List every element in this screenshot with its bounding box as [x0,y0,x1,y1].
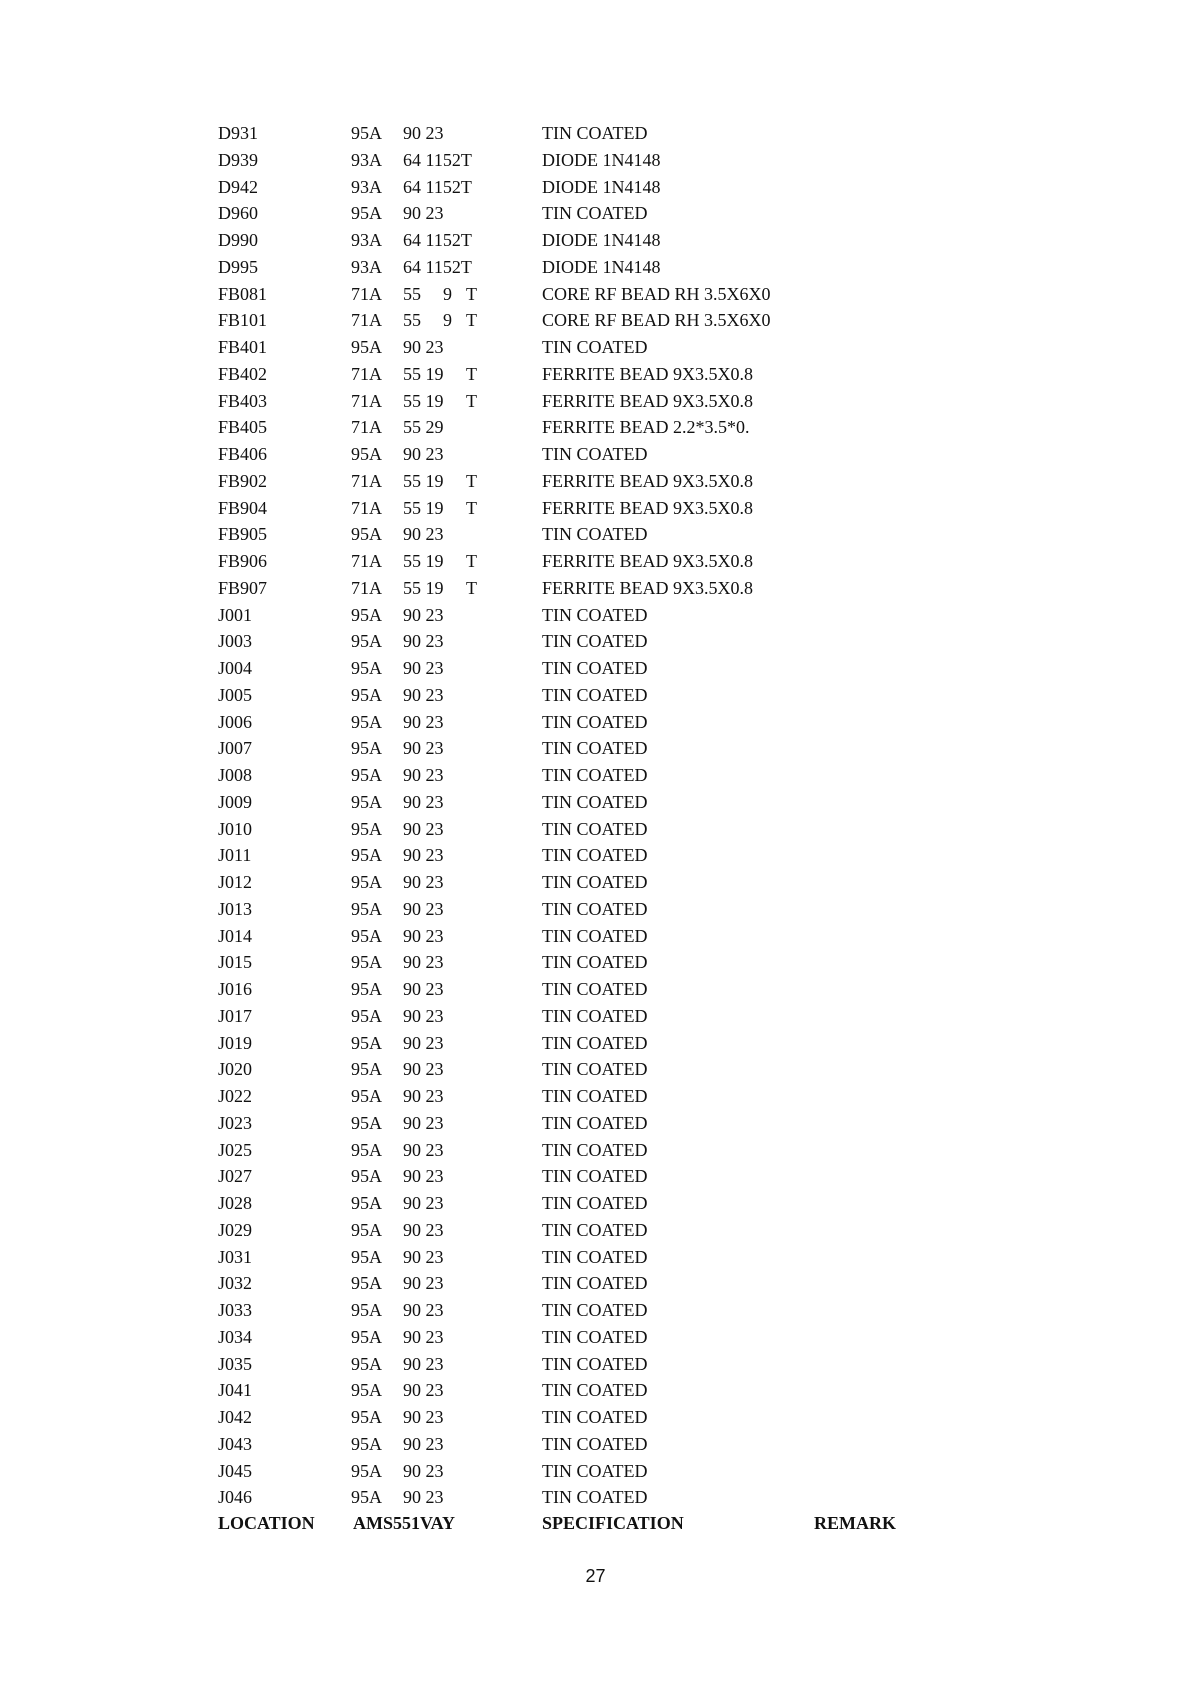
table-row [218,1085,918,1112]
cell-part-flag: T [466,470,477,491]
cell-part-number: 55 19 [403,497,444,518]
cell-location: FB081 [218,283,268,304]
cell-part-number: 90 23 [403,604,444,625]
cell-part-prefix: 71A [351,470,382,491]
cell-location: J043 [218,1433,253,1454]
cell-part-prefix: 95A [351,1112,382,1133]
header-remark: REMARK [814,1513,896,1533]
cell-part-number: 90 23 [403,1086,444,1106]
table-row [218,309,918,336]
cell-part-number: 90 23 [403,898,444,919]
cell-location: J041 [218,1380,253,1401]
table-row [218,684,918,711]
table-row [218,1058,918,1085]
cell-location: J031 [218,1246,253,1267]
cell-part-number: 90 23 [403,658,444,678]
cell-part-flag: T [466,283,477,304]
cell-part-number: 90 23 [403,738,444,759]
cell-part-prefix: 95A [351,765,382,785]
table-row [218,149,918,176]
cell-part-prefix: 95A [351,1273,382,1294]
cell-location: J016 [218,979,253,999]
cell-part-prefix: 95A [351,203,382,224]
table-row [218,711,918,738]
cell-location: J014 [218,925,253,946]
cell-location: J034 [218,1326,253,1347]
cell-specification: TIN COATED [542,1487,648,1508]
table-row [218,1299,918,1326]
cell-part-prefix: 95A [351,1086,382,1106]
header-specification: SPECIFICATION [542,1513,684,1533]
table-row [218,1326,918,1353]
cell-specification: FERRITE BEAD 2.2*3.5*0. [542,417,750,438]
cell-part-number: 55 19 [403,363,444,384]
cell-part-prefix: 95A [351,1193,382,1213]
cell-part-prefix: 95A [351,658,382,678]
cell-location: J042 [218,1407,253,1427]
cell-part-prefix: 95A [351,1380,382,1401]
cell-location: J013 [218,898,253,919]
cell-part-prefix: 71A [351,417,382,438]
cell-location: J023 [218,1112,253,1133]
cell-specification: TIN COATED [542,925,648,946]
cell-part-number: 90 23 [403,1139,444,1160]
cell-specification: TIN COATED [542,337,648,357]
cell-part-prefix: 95A [351,818,382,839]
cell-specification: TIN COATED [542,1460,648,1481]
table-row [218,122,918,149]
cell-location: J001 [218,604,253,625]
cell-part-prefix: 95A [351,1326,382,1347]
table-row [218,1406,918,1433]
table-row [218,577,918,604]
cell-specification: FERRITE BEAD 9X3.5X0.8 [542,551,753,571]
page-number: 27 [585,1566,606,1586]
cell-part-number: 90 23 [403,337,444,357]
cell-part-number: 64 1152T [403,176,472,197]
table-row [218,470,918,497]
cell-part-prefix: 95A [351,1246,382,1267]
table-row [218,871,918,898]
table-header-row [218,1512,938,1538]
cell-specification: CORE RF BEAD RH 3.5X6X0 [542,283,771,304]
cell-part-number: 90 23 [403,684,444,705]
table-row [218,1379,918,1406]
cell-part-number: 90 23 [403,1487,444,1508]
cell-part-number: 90 23 [403,1005,444,1026]
cell-part-number: 90 23 [403,925,444,946]
parts-table [218,122,918,1513]
cell-specification: TIN COATED [542,1219,648,1240]
cell-part-prefix: 95A [351,845,382,866]
cell-part-prefix: 95A [351,1407,382,1427]
cell-part-number: 90 23 [403,979,444,999]
cell-specification: TIN COATED [542,1112,648,1133]
table-row [218,256,918,283]
cell-specification: FERRITE BEAD 9X3.5X0.8 [542,390,753,411]
table-row [218,1433,918,1460]
cell-part-prefix: 95A [351,1487,382,1508]
cell-part-prefix: 95A [351,604,382,625]
cell-specification: TIN COATED [542,872,648,892]
table-row [218,898,918,925]
cell-specification: FERRITE BEAD 9X3.5X0.8 [542,363,753,384]
table-row [218,550,918,577]
cell-part-prefix: 71A [351,551,382,571]
table-row [218,1112,918,1139]
cell-part-number: 55 19 [403,577,444,598]
cell-part-prefix: 95A [351,979,382,999]
cell-location: D942 [218,176,258,197]
cell-part-prefix: 71A [351,577,382,598]
cell-location: J008 [218,765,253,785]
cell-part-prefix: 95A [351,1059,382,1080]
cell-specification: TIN COATED [542,1193,648,1213]
cell-specification: TIN COATED [542,1407,648,1427]
cell-location: J029 [218,1219,253,1240]
cell-part-prefix: 95A [351,684,382,705]
cell-location: FB907 [218,577,268,598]
cell-part-number: 90 23 [403,1326,444,1347]
cell-part-number: 64 1152T [403,149,472,170]
cell-part-suffix: 9 [443,310,452,331]
cell-location: J046 [218,1487,253,1508]
cell-location: FB401 [218,337,268,357]
cell-location: FB904 [218,497,268,518]
cell-specification: TIN COATED [542,1353,648,1374]
cell-specification: TIN COATED [542,818,648,839]
cell-part-prefix: 71A [351,390,382,411]
table-row [218,523,918,550]
table-row [218,764,918,791]
table-row [218,657,918,684]
cell-specification: TIN COATED [542,1246,648,1267]
cell-specification: TIN COATED [542,203,648,224]
table-row [218,1246,918,1273]
table-row [218,416,918,443]
cell-location: FB902 [218,470,268,491]
cell-specification: TIN COATED [542,1032,648,1053]
cell-specification: TIN COATED [542,738,648,759]
cell-part-flag: T [466,577,477,598]
cell-part-number: 90 23 [403,872,444,892]
cell-specification: TIN COATED [542,631,648,652]
cell-part-number: 90 23 [403,952,444,973]
table-row [218,229,918,256]
cell-part-suffix: 9 [443,283,452,304]
table-row [218,497,918,524]
cell-specification: DIODE 1N4148 [542,176,661,197]
cell-part-number: 90 23 [403,1032,444,1053]
cell-specification: DIODE 1N4148 [542,256,661,277]
cell-location: J006 [218,711,253,732]
cell-part-prefix: 95A [351,1353,382,1374]
table-row [218,390,918,417]
cell-location: J011 [218,845,252,866]
cell-part-number: 90 23 [403,1059,444,1080]
table-row [218,363,918,390]
cell-part-prefix: 95A [351,1166,382,1187]
cell-part-prefix: 95A [351,872,382,892]
table-row [218,1486,918,1513]
cell-location: J012 [218,872,253,892]
cell-part-number: 90 23 [403,711,444,732]
cell-part-prefix: 95A [351,791,382,812]
cell-location: D960 [218,203,258,224]
cell-part-flag: T [466,310,477,331]
cell-location: J045 [218,1460,253,1481]
table-row [218,1139,918,1166]
cell-part-number: 90 23 [403,1433,444,1454]
cell-part-prefix: 95A [351,123,382,143]
cell-specification: TIN COATED [542,1300,648,1320]
cell-specification: FERRITE BEAD 9X3.5X0.8 [542,577,753,598]
cell-part-prefix: 95A [351,1139,382,1160]
cell-specification: TIN COATED [542,1139,648,1160]
cell-location: J003 [218,631,253,652]
cell-location: FB406 [218,444,268,464]
cell-specification: DIODE 1N4148 [542,230,661,250]
table-row [218,844,918,871]
cell-part-number: 90 23 [403,845,444,866]
cell-specification: TIN COATED [542,791,648,812]
cell-location: D990 [218,230,258,250]
cell-part-prefix: 93A [351,176,382,197]
cell-location: J028 [218,1193,253,1213]
cell-part-number: 90 23 [403,1166,444,1187]
cell-part-prefix: 95A [351,524,382,545]
cell-location: FB906 [218,551,268,571]
cell-location: J017 [218,1005,253,1026]
cell-part-number: 90 23 [403,818,444,839]
cell-part-number: 90 23 [403,524,444,545]
cell-specification: TIN COATED [542,845,648,866]
cell-part-number: 90 23 [403,1407,444,1427]
cell-part-number: 90 23 [403,1112,444,1133]
table-row [218,1272,918,1299]
cell-location: D931 [218,123,258,143]
cell-specification: TIN COATED [542,604,648,625]
cell-part-number: 90 23 [403,1460,444,1481]
cell-part-number: 90 23 [403,791,444,812]
table-row [218,818,918,845]
table-row [218,443,918,470]
table-row [218,978,918,1005]
cell-specification: TIN COATED [542,952,648,973]
cell-part-prefix: 95A [351,631,382,652]
cell-part-flag: T [466,551,477,571]
table-row [218,1460,918,1487]
cell-part-number: 55 19 [403,390,444,411]
cell-specification: TIN COATED [542,444,648,464]
cell-part-number: 90 23 [403,444,444,464]
cell-location: D939 [218,149,258,170]
cell-part-number: 90 23 [403,1273,444,1294]
cell-part-prefix: 71A [351,363,382,384]
cell-location: D995 [218,256,258,277]
cell-part-number: 90 23 [403,203,444,224]
cell-specification: TIN COATED [542,979,648,999]
cell-part-number: 90 23 [403,1353,444,1374]
cell-specification: TIN COATED [542,1059,648,1080]
cell-part-prefix: 95A [351,711,382,732]
cell-location: J022 [218,1086,253,1106]
cell-specification: TIN COATED [542,1166,648,1187]
cell-part-number: 64 1152T [403,256,472,277]
cell-part-number: 90 23 [403,123,444,143]
header-location: LOCATION [218,1513,315,1533]
cell-specification: FERRITE BEAD 9X3.5X0.8 [542,470,753,491]
cell-location: J005 [218,684,253,705]
cell-specification: TIN COATED [542,1005,648,1026]
cell-part-number: 64 1152T [403,230,472,250]
cell-specification: TIN COATED [542,1273,648,1294]
cell-part-prefix: 95A [351,337,382,357]
table-row [218,737,918,764]
cell-part-prefix: 93A [351,256,382,277]
cell-location: J004 [218,658,253,678]
cell-location: J007 [218,738,253,759]
cell-location: J027 [218,1166,253,1187]
cell-part-prefix: 93A [351,230,382,250]
cell-location: J032 [218,1273,253,1294]
cell-part-prefix: 95A [351,1300,382,1320]
cell-part-prefix: 95A [351,1219,382,1240]
cell-location: FB405 [218,417,268,438]
cell-location: FB402 [218,363,268,384]
cell-part-prefix: 71A [351,497,382,518]
table-row [218,925,918,952]
cell-specification: TIN COATED [542,1086,648,1106]
table-row [218,1219,918,1246]
cell-part-prefix: 95A [351,1005,382,1026]
cell-part-prefix: 95A [351,1460,382,1481]
cell-part-prefix: 71A [351,310,382,331]
cell-part-number: 90 23 [403,765,444,785]
cell-location: J015 [218,952,253,973]
cell-location: J009 [218,791,253,812]
table-row [218,1165,918,1192]
cell-part-prefix: 95A [351,898,382,919]
table-row [218,1005,918,1032]
cell-part-prefix: 93A [351,149,382,170]
cell-part-number: 55 29 [403,417,444,438]
cell-specification: CORE RF BEAD RH 3.5X6X0 [542,310,771,331]
cell-part-flag: T [466,390,477,411]
cell-location: J035 [218,1353,253,1374]
cell-specification: TIN COATED [542,524,648,545]
cell-specification: TIN COATED [542,1380,648,1401]
table-row [218,1192,918,1219]
cell-part-number: 90 23 [403,631,444,652]
cell-part-number: 90 23 [403,1300,444,1320]
cell-part-prefix: 95A [351,1433,382,1454]
cell-part-number: 55 [403,310,421,331]
cell-part-number: 90 23 [403,1380,444,1401]
cell-location: J019 [218,1032,253,1053]
header-model: AMS551VAY [353,1513,456,1533]
cell-specification: DIODE 1N4148 [542,149,661,170]
cell-location: J025 [218,1139,253,1160]
table-row [218,951,918,978]
cell-specification: TIN COATED [542,684,648,705]
table-row [218,202,918,229]
cell-part-prefix: 95A [351,925,382,946]
table-row [218,176,918,203]
cell-part-number: 90 23 [403,1219,444,1240]
cell-specification: TIN COATED [542,1433,648,1454]
cell-part-prefix: 95A [351,738,382,759]
table-row [218,1353,918,1380]
cell-part-number: 55 [403,283,421,304]
cell-part-number: 90 23 [403,1246,444,1267]
cell-part-number: 55 19 [403,551,444,571]
cell-specification: TIN COATED [542,1326,648,1347]
table-row [218,283,918,310]
cell-location: FB403 [218,390,268,411]
cell-specification: TIN COATED [542,658,648,678]
table-row [218,630,918,657]
cell-part-prefix: 95A [351,952,382,973]
cell-specification: FERRITE BEAD 9X3.5X0.8 [542,497,753,518]
table-row [218,604,918,631]
cell-part-flag: T [466,497,477,518]
cell-specification: TIN COATED [542,123,648,143]
table-row [218,336,918,363]
cell-part-number: 90 23 [403,1193,444,1213]
table-row [218,1032,918,1059]
cell-part-prefix: 95A [351,1032,382,1053]
cell-location: J033 [218,1300,253,1320]
cell-specification: TIN COATED [542,898,648,919]
cell-part-prefix: 95A [351,444,382,464]
cell-location: FB101 [218,310,268,331]
cell-specification: TIN COATED [542,711,648,732]
cell-location: FB905 [218,524,268,545]
cell-part-flag: T [466,363,477,384]
table-row [218,791,918,818]
cell-specification: TIN COATED [542,765,648,785]
cell-part-number: 55 19 [403,470,444,491]
cell-location: J010 [218,818,253,839]
cell-location: J020 [218,1059,253,1080]
cell-part-prefix: 71A [351,283,382,304]
